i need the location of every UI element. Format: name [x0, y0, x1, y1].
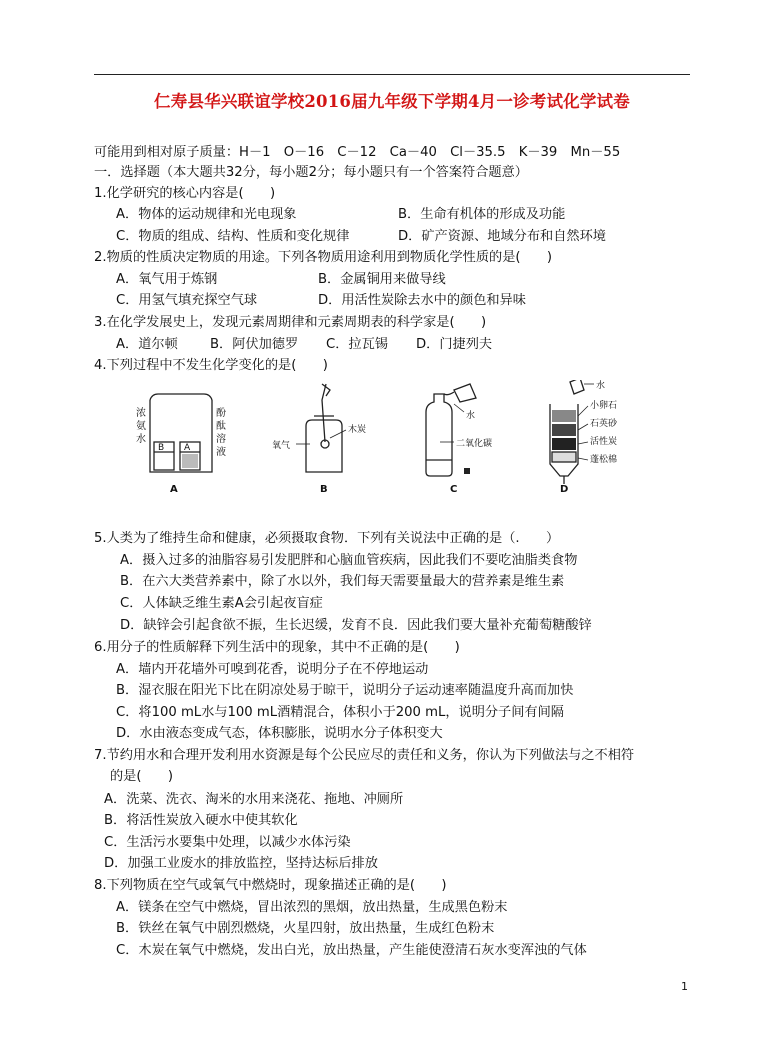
q4-stem: 4.下列过程中不发生化学变化的是( ) — [94, 358, 328, 373]
q1-option-d: D．矿产资源、地域分布和自然环境 — [398, 229, 606, 244]
q7-option-b: B．将活性炭放入硬水中使其软化 — [104, 813, 298, 828]
q7-stem-continued: 的是( ) — [110, 769, 174, 784]
fig-a-label-phenol-2: 酞 — [216, 421, 226, 432]
fig-d-carbon-label: 活性炭 — [590, 437, 618, 447]
fig-d-sand-label: 石英砂 — [590, 419, 618, 429]
page-number: 1 — [681, 980, 688, 993]
fig-a-label-ammonia-1: 浓 — [136, 408, 146, 419]
fig-b-oxygen-label: 氧气 — [272, 441, 291, 451]
q3-option-a: A．道尔顿 — [116, 337, 178, 352]
q8-option-b: B．铁丝在氧气中剧烈燃烧，火星四射，放出热量，生成红色粉末 — [116, 921, 495, 936]
fig-c-caption: C — [450, 484, 458, 495]
figure-d — [550, 380, 618, 495]
q2-stem: 2.物质的性质决定物质的用途。下列各物质用途利用到物质化学性质的是( ) — [94, 250, 553, 265]
fig-b-caption: B — [320, 484, 328, 495]
fig-b-charcoal-label: 木炭 — [348, 425, 367, 435]
fig-a-label-ammonia-3: 水 — [136, 434, 146, 445]
q7-option-c: C．生活污水要集中处理，以减少水体污染 — [104, 835, 351, 850]
q5-stem: 5.人类为了维持生命和健康，必须摄取食物．下列有关说法中正确的是（. ） — [94, 531, 560, 546]
fig-a-label-ammonia-2: 氨 — [136, 421, 146, 432]
q7-option-d: D．加强工业废水的排放监控，坚持达标后排放 — [104, 856, 378, 871]
q1-option-b: B．生命有机体的形成及功能 — [398, 207, 566, 222]
q6-option-d: D．水由液态变成气态，体积膨胀，说明水分子体积变大 — [116, 726, 443, 741]
fig-d-cotton-label: 蓬松棉 — [590, 455, 618, 465]
fig-a-label-phenol-4: 液 — [216, 447, 226, 458]
fig-a-label-phenol-1: 酚 — [216, 408, 226, 419]
q5-option-a: A．摄入过多的油脂容易引发肥胖和心脑血管疾病，因此我们不要吃油脂类食物 — [120, 553, 578, 568]
section-heading: 一．选择题（本大题共32分，每小题2分；每小题只有一个答案符合题意） — [94, 165, 528, 180]
q6-option-c: C．将100 mL水与100 mL酒精混合，体积小于200 mL，说明分子间有间隔 — [116, 705, 564, 720]
q6-option-a: A．墙内开花墙外可嗅到花香，说明分子在不停地运动 — [116, 662, 429, 677]
q1-option-a: A．物体的运动规律和光电现象 — [116, 207, 297, 222]
q4-figures — [136, 380, 656, 500]
q3-option-d: D．门捷列夫 — [416, 337, 493, 352]
fig-a-label-phenol-3: 溶 — [216, 434, 226, 445]
q8-option-a: A．镁条在空气中燃烧，冒出浓烈的黑烟，放出热量，生成黑色粉末 — [116, 900, 508, 915]
q5-option-d: D．缺锌会引起食欲不振，生长迟缓，发育不良．因此我们要大量补充葡萄糖酸锌 — [120, 618, 592, 633]
figure-c — [426, 384, 492, 495]
fig-a-caption: A — [170, 484, 178, 495]
atomic-masses: 可能用到相对原子质量：H－1 O－16 C－12 Ca－40 Cl－35.5 K－39 Mn－55 — [94, 145, 621, 160]
fig-a-beaker-a: A — [184, 443, 191, 453]
figure-a — [136, 394, 226, 495]
q3-option-b: B．阿伏加德罗 — [210, 337, 299, 352]
q3-stem: 3.在化学发展史上，发现元素周期律和元素周期表的科学家是( ) — [94, 315, 487, 330]
q2-option-a: A．氧气用于炼钢 — [116, 272, 218, 287]
fig-d-pebble-label: 小卵石 — [590, 401, 618, 411]
fig-c-co2-label: 二氧化碳 — [456, 439, 493, 449]
fig-d-water-label: 水 — [596, 381, 606, 391]
q2-option-b: B．金属铜用来做导线 — [318, 272, 446, 287]
page-title: 仁寿县华兴联谊学校2016届九年级下学期4月一诊考试化学试卷 — [154, 92, 630, 111]
fig-d-caption: D — [560, 484, 569, 495]
header-rule — [94, 74, 690, 75]
q6-option-b: B．湿衣服在阳光下比在阴凉处易于晾干，说明分子运动速率随温度升高而加快 — [116, 683, 574, 698]
fig-c-water-label: 水 — [466, 411, 476, 421]
q7-option-a: A．洗菜、洗衣、淘米的水用来浇花、拖地、冲厕所 — [104, 792, 404, 807]
q8-option-c: C．木炭在氧气中燃烧，发出白光，放出热量，产生能使澄清石灰水变浑浊的气体 — [116, 943, 587, 958]
figure-b — [272, 384, 366, 495]
q2-option-c: C．用氢气填充探空气球 — [116, 293, 258, 308]
q3-option-c: C．拉瓦锡 — [326, 337, 388, 352]
q2-option-d: D．用活性炭除去水中的颜色和异味 — [318, 293, 526, 308]
q1-option-c: C．物质的组成、结构、性质和变化规律 — [116, 229, 350, 244]
q5-option-b: B．在六大类营养素中，除了水以外，我们每天需要量最大的营养素是维生素 — [120, 574, 565, 589]
q5-option-c: C．人体缺乏维生素A会引起夜盲症 — [120, 596, 323, 611]
q8-stem: 8.下列物质在空气或氧气中燃烧时，现象描述正确的是( ) — [94, 878, 447, 893]
fig-a-beaker-b: B — [158, 443, 165, 453]
q7-stem: 7.节约用水和合理开发利用水资源是每个公民应尽的责任和义务，你认为下列做法与之不相符 — [94, 748, 635, 763]
q1-stem: 1.化学研究的核心内容是( ) — [94, 186, 276, 201]
q6-stem: 6.用分子的性质解释下列生活中的现象，其中不正确的是( ) — [94, 640, 460, 655]
